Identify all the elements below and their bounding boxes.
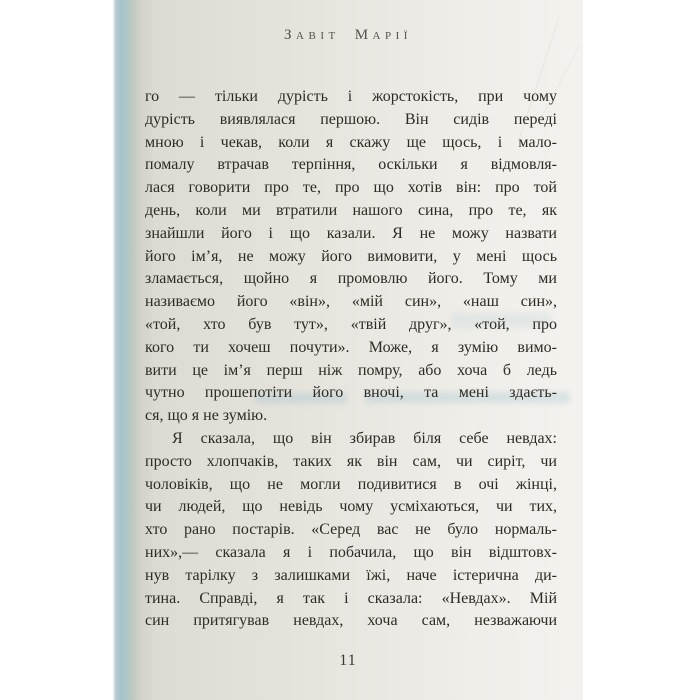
text-line: мною і чекав, коли я скажу ще щось, і мало-: [145, 133, 557, 151]
text-line: тина. Справді, я так і сказала: «Невдах». Мій: [145, 589, 557, 607]
text-line: го — тільки дурість і жорстокість, при чому: [145, 88, 557, 105]
body-text-block: [145, 86, 557, 633]
text-line: зламається, щойно я промовлю його. Тому ми: [145, 270, 557, 288]
text-line: «той, хто був тут», «твій друг», «той, про: [145, 315, 557, 333]
text-line: кого ти хочеш почути». Може, я зумію вимо-: [145, 338, 557, 356]
text-line: помалу втрачав терпіння, оскільки я відмовля-: [145, 156, 557, 174]
text-line: них»,— сказала я і побачила, що він відштовх-: [145, 543, 557, 561]
text-line: називаємо його «він», «мій син», «наш син»,: [145, 293, 557, 311]
text-line-paragraph-start: Я сказала, що він збирав біля себе невдах:: [172, 429, 557, 447]
text-line: нув тарілку з залишками їжі, наче істерична ди-: [145, 566, 557, 584]
text-line: вити це ім’я перш ніж помру, або хоча б ледь: [145, 361, 557, 379]
text-line: його ім’я, не можу його вимовити, у мені щось: [145, 247, 557, 265]
text-line: хто рано постарів. «Серед вас не було нормаль-: [145, 521, 557, 539]
book-page-scan: [113, 0, 583, 700]
text-line: знайшли його і що казали. Я не можу назвати: [145, 224, 557, 242]
text-line: лася говорити про те, про що хотів він: про той: [145, 179, 557, 197]
running-header-title: Завіт Марії: [284, 27, 412, 43]
text-line: дурість виявлялася першою. Він сидів переді: [145, 110, 557, 128]
text-line: день, коли ми втратили нашого сина, про те, як: [145, 201, 557, 219]
page-number: 11: [339, 652, 357, 669]
text-line: просто хлопчаків, таких як він сам, чи сиріт, чи: [145, 452, 557, 470]
text-line: чи людей, що невідь чому усміхаються, чи тих,: [145, 498, 557, 516]
text-line: син притягував невдах, хоча сам, незважаючи: [145, 612, 557, 630]
text-line: чутно прошепотіти його вночі, та мені здаєть-: [145, 384, 557, 402]
text-line-paragraph-end: ся, що я не зумію.: [145, 407, 268, 425]
text-line: чоловіків, що не могли подивитися в очі жінці,: [145, 475, 557, 493]
